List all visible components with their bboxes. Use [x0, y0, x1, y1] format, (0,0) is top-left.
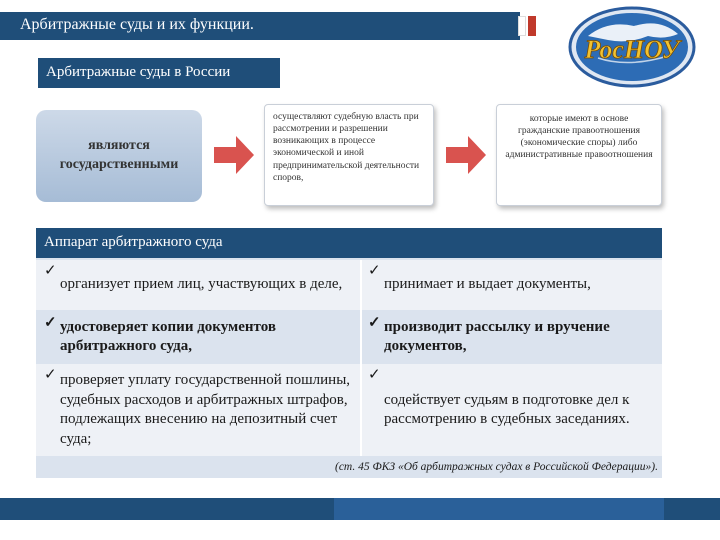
logo-text: РосНОУ	[584, 35, 680, 64]
arrow-right-icon	[214, 136, 254, 174]
check-icon: ✓	[44, 367, 57, 383]
check-icon: ✓	[44, 263, 57, 279]
list-item: ✓ удостоверяет копии документов арбитражного суда,	[44, 315, 276, 354]
footer-bar-accent	[334, 498, 664, 520]
jurisdiction-card	[264, 104, 434, 206]
jurisdiction-text: осуществляют судебную власть при рассмотрении и разрешении возникающих в процессе экономической и иной предпринимательской деятельности споров,	[273, 112, 420, 183]
check-icon: ✓	[368, 315, 381, 331]
list-item: ✓ проверяет уплату государственной пошлины, судебных расходов и арбитражных штрафов, подлежащих внесению на депозитный счет суда;	[44, 367, 351, 447]
slide-title-bar	[0, 12, 520, 40]
check-icon: ✓	[44, 315, 57, 331]
list-item: ✓ организует прием лиц, участвующих в деле,	[44, 263, 343, 293]
slide-title: Арбитражные суды и их функции.	[20, 16, 254, 33]
relations-card	[496, 104, 662, 206]
title-accent-squares	[508, 16, 536, 36]
list-item: ✓ производит рассылку и вручение документов,	[368, 315, 610, 354]
list-item: ✓ принимает и выдает документы,	[368, 263, 591, 293]
state-courts-box	[36, 110, 202, 202]
table-row	[36, 260, 662, 310]
check-icon: ✓	[368, 367, 381, 383]
state-courts-label: являются государственными	[59, 138, 179, 172]
column-divider	[360, 260, 362, 456]
list-item: ✓ содействует судьям в подготовке дел к рассмотрению в судебных заседаниях.	[368, 367, 630, 427]
section-subhead: Арбитражные суды в России	[38, 58, 280, 88]
arrow-right-icon	[446, 136, 486, 174]
law-reference: (ст. 45 ФКЗ «Об арбитражных судах в Российской Федерации»).	[334, 461, 658, 473]
check-icon: ✓	[368, 263, 381, 279]
globe-logo-icon	[568, 6, 696, 88]
relations-text: которые имеют в основе гражданские правоотношения (экономические споры) либо административные правоотношения	[505, 114, 653, 161]
table-row	[36, 364, 662, 456]
table-row	[36, 312, 662, 362]
apparatus-title: Аппарат арбитражного суда	[36, 228, 662, 258]
